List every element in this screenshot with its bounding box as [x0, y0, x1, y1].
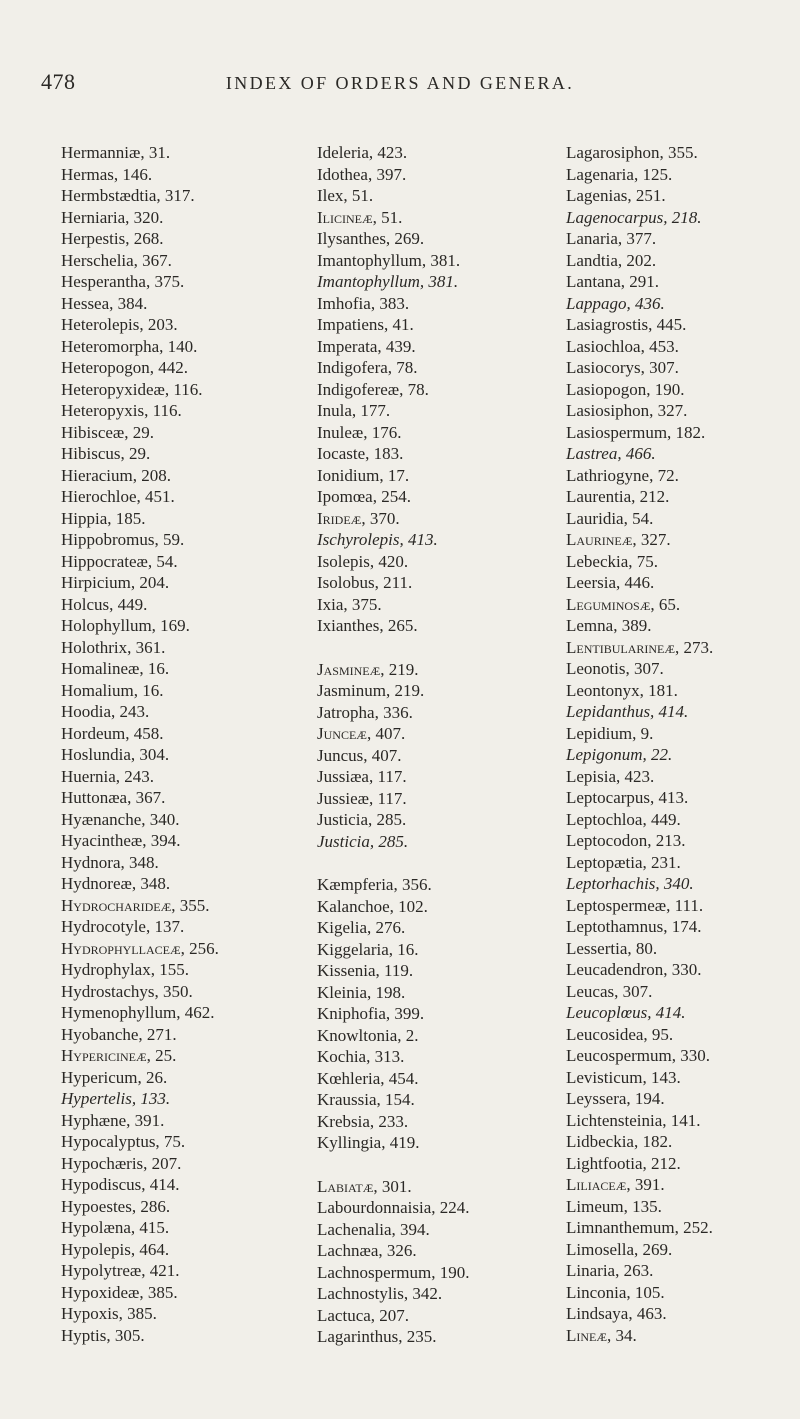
- index-entry: Lepidanthus, 414.: [566, 702, 689, 721]
- index-entry: Lemna, 389.: [566, 616, 652, 635]
- index-entry: Lagenias, 251.: [566, 186, 666, 205]
- index-entry: Ionidium, 17.: [317, 465, 410, 485]
- index-entry: Hypericum, 26.: [61, 1067, 168, 1087]
- index-entry: Justicia, 285.: [317, 831, 409, 851]
- index-entry: Hierochloe, 451.: [61, 487, 175, 506]
- index-entry: Lasiosiphon, 327.: [566, 401, 688, 420]
- index-entry: Hirpicium, 204.: [61, 573, 170, 592]
- index-entry: Homalium, 16.: [61, 680, 164, 700]
- index-entry: Hypolepis, 464.: [61, 1239, 170, 1259]
- index-entry: Hippia, 185.: [61, 508, 146, 528]
- index-entry: Hypoxis, 385.: [61, 1304, 157, 1323]
- index-entry: Hessea, 384.: [61, 293, 148, 313]
- index-entry: Landtia, 202.: [566, 250, 657, 270]
- index-entry: Idothea, 397.: [317, 164, 407, 184]
- index-entry: Hydnoreæ, 348.: [61, 874, 171, 893]
- index-entry: Hyobanche, 271.: [61, 1024, 177, 1044]
- index-entry: Lentibularineæ, 273.: [566, 637, 714, 657]
- index-entry: Ilex, 51.: [317, 186, 374, 205]
- index-entry: Lasiagrostis, 445.: [566, 315, 687, 334]
- index-entry: Hydrostachys, 350.: [61, 981, 193, 1001]
- index-entry: Hypodiscus, 414.: [61, 1175, 180, 1194]
- index-entry: Hydrocotyle, 137.: [61, 917, 185, 936]
- index-entry: Kleinia, 198.: [317, 982, 406, 1002]
- index-entry: Leptorhachis, 340.: [566, 874, 694, 893]
- index-column-3: [566, 142, 796, 1346]
- index-entry: Leucadendron, 330.: [566, 960, 702, 979]
- index-entry: Isolepis, 420.: [317, 551, 409, 571]
- index-entry: Lathriogyne, 72.: [566, 465, 679, 485]
- index-entry: Hypocalyptus, 75.: [61, 1132, 186, 1151]
- index-entry: Kiggelaria, 16.: [317, 939, 419, 959]
- index-entry: Leptospermeæ, 111.: [566, 895, 704, 915]
- index-entry: Hoslundia, 304.: [61, 745, 170, 764]
- index-entry: Limeum, 135.: [566, 1196, 662, 1216]
- index-entry: Hydrocharideæ, 355.: [61, 895, 210, 915]
- index-entry: Leptopætia, 231.: [566, 852, 681, 872]
- index-entry: Herniaria, 320.: [61, 207, 164, 227]
- index-entry: Leucosidea, 95.: [566, 1024, 674, 1044]
- index-entry: Labourdonnaisia, 224.: [317, 1198, 470, 1217]
- index-entry: Lessertia, 80.: [566, 938, 658, 958]
- index-entry: Lagarosiphon, 355.: [566, 143, 698, 162]
- index-entry: Imperata, 439.: [317, 336, 416, 356]
- index-entry: Inula, 177.: [317, 401, 391, 420]
- index-entry: Limosella, 269.: [566, 1239, 673, 1259]
- index-entry: Labiatæ, 301.: [317, 1176, 412, 1196]
- index-entry: Imhofia, 383.: [317, 293, 410, 313]
- index-entry: Leucas, 307.: [566, 981, 653, 1001]
- index-entry: Hyphæne, 391.: [61, 1110, 165, 1130]
- index-entry: Laurentia, 212.: [566, 487, 670, 506]
- index-entry: Hypoxideæ, 385.: [61, 1282, 178, 1302]
- index-entry: Jussieæ, 117.: [317, 788, 407, 808]
- running-head: INDEX OF ORDERS AND GENERA.: [225, 73, 575, 93]
- index-entry: Heterolepis, 203.: [61, 315, 178, 334]
- index-entry: Ipomœa, 254.: [317, 487, 411, 506]
- index-entry: Lagenocarpus, 218.: [566, 207, 702, 227]
- page-number: 478: [41, 69, 76, 94]
- index-entry: Kœhleria, 454.: [317, 1068, 419, 1088]
- index-entry: Leguminosæ, 65.: [566, 594, 681, 614]
- index-entry: Homalineæ, 16.: [61, 659, 170, 678]
- index-entry: Leptocodon, 213.: [566, 831, 686, 850]
- index-entry: Kyllingia, 419.: [317, 1133, 420, 1152]
- index-entry: Kigelia, 276.: [317, 918, 406, 937]
- index-entry: Hydrophylax, 155.: [61, 960, 189, 979]
- index-entry: Leonotis, 307.: [566, 659, 664, 678]
- index-entry: Lasiochloa, 453.: [566, 336, 679, 356]
- index-entry: Hermbstædtia, 317.: [61, 186, 195, 205]
- index-entry: Hydnora, 348.: [61, 852, 159, 872]
- index-entry: Lichtensteinia, 141.: [566, 1110, 701, 1130]
- index-entry: Leyssera, 194.: [566, 1089, 665, 1108]
- index-entry: Lappago, 436.: [566, 293, 665, 313]
- index-column-1: [61, 142, 291, 1346]
- index-entry: Lasiocorys, 307.: [566, 358, 679, 377]
- index-entry: Herschelia, 367.: [61, 250, 172, 270]
- index-entry: Knowltonia, 2.: [317, 1025, 419, 1045]
- index-entry: Heteropogon, 442.: [61, 358, 189, 377]
- index-entry: Herpestis, 268.: [61, 229, 164, 248]
- index-entry: Linconia, 105.: [566, 1282, 665, 1302]
- index-entry: Kalanchoe, 102.: [317, 896, 428, 916]
- index-entry: Lepigonum, 22.: [566, 745, 673, 764]
- index-entry: Lastrea, 466.: [566, 444, 656, 463]
- index-entry: Leontonyx, 181.: [566, 680, 678, 700]
- index-entry: Lauridia, 54.: [566, 508, 654, 528]
- index-entry: Hesperantha, 375.: [61, 272, 185, 291]
- index-entry: Leptothamnus, 174.: [566, 917, 702, 936]
- index-entry: Holothrix, 361.: [61, 637, 166, 657]
- index-entry: Lebeckia, 75.: [566, 551, 659, 571]
- index-entry: Ischyrolepis, 413.: [317, 530, 438, 549]
- index-entry: Indigofera, 78.: [317, 358, 418, 377]
- index-entry: Hyptis, 305.: [61, 1325, 145, 1345]
- index-entry: Hoodia, 243.: [61, 702, 150, 721]
- index-entry: Hypericineæ, 25.: [61, 1046, 177, 1065]
- index-entry: Hermas, 146.: [61, 164, 153, 184]
- index-entry: Hibiscus, 29.: [61, 444, 151, 463]
- index-entry: Lepisia, 423.: [566, 766, 655, 786]
- index-entry: Indigofereæ, 78.: [317, 379, 429, 399]
- index-entry: Lepidium, 9.: [566, 723, 654, 743]
- index-entry: Hypertelis, 133.: [61, 1089, 171, 1108]
- index-entry: Lactuca, 207.: [317, 1305, 410, 1325]
- index-entry: Junceæ, 407.: [317, 724, 406, 743]
- index-entry: Kochia, 313.: [317, 1047, 405, 1066]
- index-entry: Lasiospermum, 182.: [566, 422, 706, 442]
- index-entry: Jasminum, 219.: [317, 681, 425, 700]
- index-entry: Justicia, 285.: [317, 810, 407, 829]
- index-entry: Levisticum, 143.: [566, 1067, 681, 1087]
- index-entry: Huttonæa, 367.: [61, 788, 166, 807]
- index-entry: Holophyllum, 169.: [61, 616, 190, 635]
- index-entry: Impatiens, 41.: [317, 315, 414, 334]
- index-entry: Liliaceæ, 391.: [566, 1175, 665, 1194]
- index-entry: Leersia, 446.: [566, 573, 655, 592]
- index-entry: Ideleria, 423.: [317, 143, 408, 162]
- index-entry: Holcus, 449.: [61, 594, 148, 614]
- index-entry: Lachnostylis, 342.: [317, 1284, 443, 1303]
- index-entry: Lantana, 291.: [566, 272, 659, 291]
- index-entry: Lineæ, 34.: [566, 1325, 637, 1345]
- index-entry: Ixia, 375.: [317, 594, 382, 614]
- index-entry: Hordeum, 458.: [61, 723, 164, 743]
- index-entry: Lagenaria, 125.: [566, 164, 673, 184]
- index-entry: Lightfootia, 212.: [566, 1153, 681, 1173]
- index-entry: Krebsia, 233.: [317, 1111, 409, 1131]
- index-entry: Hibisceæ, 29.: [61, 422, 155, 442]
- index-entry: Hypoestes, 286.: [61, 1196, 171, 1216]
- index-column-2: [317, 142, 547, 1348]
- index-entry: Hyacintheæ, 394.: [61, 831, 181, 850]
- index-entry: Lachnæa, 326.: [317, 1241, 417, 1260]
- index-entry: Kissenia, 119.: [317, 961, 414, 980]
- index-entry: Hippocrateæ, 54.: [61, 551, 178, 571]
- index-entry: Hyænanche, 340.: [61, 809, 180, 829]
- index-entry: Ilysanthes, 269.: [317, 229, 425, 248]
- index-entry: Iocaste, 183.: [317, 444, 404, 463]
- index-entry: Imantophyllum, 381.: [317, 272, 459, 291]
- index-entry: Hydrophyllaceæ, 256.: [61, 938, 219, 958]
- index-entry: Kæmpferia, 356.: [317, 875, 432, 894]
- index-entry: Jasmineæ, 219.: [317, 659, 419, 679]
- index-entry: Jatropha, 336.: [317, 702, 413, 722]
- index-entry: Jussiæa, 117.: [317, 767, 407, 786]
- index-entry: Lachnospermum, 190.: [317, 1262, 470, 1282]
- index-entry: Hieracium, 208.: [61, 465, 171, 485]
- index-entry: Isolobus, 211.: [317, 573, 413, 592]
- index-entry: Lagarinthus, 235.: [317, 1327, 437, 1346]
- index-entry: Irideæ, 370.: [317, 508, 400, 528]
- index-entry: Heteropyxideæ, 116.: [61, 379, 203, 399]
- index-entry: Kniphofia, 399.: [317, 1004, 425, 1023]
- index-entry: Leptocarpus, 413.: [566, 788, 689, 807]
- index-entry: Lindsaya, 463.: [566, 1304, 667, 1323]
- index-entry: Lidbeckia, 182.: [566, 1132, 673, 1151]
- index-entry: Hypochæris, 207.: [61, 1153, 182, 1173]
- index-entry: Limnanthemum, 252.: [566, 1218, 713, 1237]
- index-entry: Ixianthes, 265.: [317, 616, 418, 635]
- index-entry: Inuleæ, 176.: [317, 422, 402, 442]
- index-entry: Lachenalia, 394.: [317, 1219, 430, 1239]
- index-entry: Juncus, 407.: [317, 745, 402, 765]
- index-entry: Laurineæ, 327.: [566, 530, 671, 549]
- index-entry: Lasiopogon, 190.: [566, 379, 685, 399]
- index-entry: Heteropyxis, 116.: [61, 401, 182, 420]
- index-entry: Huernia, 243.: [61, 766, 155, 786]
- index-entry: Hypolæna, 415.: [61, 1218, 170, 1237]
- index-entry: Hypolytreæ, 421.: [61, 1261, 180, 1280]
- index-entry: Kraussia, 154.: [317, 1090, 415, 1109]
- index-entry: Linaria, 263.: [566, 1261, 654, 1280]
- index-entry: Imantophyllum, 381.: [317, 250, 461, 270]
- index-entry: Hermanniæ, 31.: [61, 143, 171, 162]
- index-entry: Leucospermum, 330.: [566, 1046, 710, 1065]
- index-entry: Hippobromus, 59.: [61, 530, 185, 549]
- index-entry: Ilicineæ, 51.: [317, 207, 403, 227]
- index-entry: Leucoplœus, 414.: [566, 1003, 686, 1022]
- index-entry: Lanaria, 377.: [566, 229, 657, 248]
- index-entry: Leptochloa, 449.: [566, 809, 681, 829]
- index-entry: Heteromorpha, 140.: [61, 336, 198, 356]
- index-entry: Hymenophyllum, 462.: [61, 1003, 215, 1022]
